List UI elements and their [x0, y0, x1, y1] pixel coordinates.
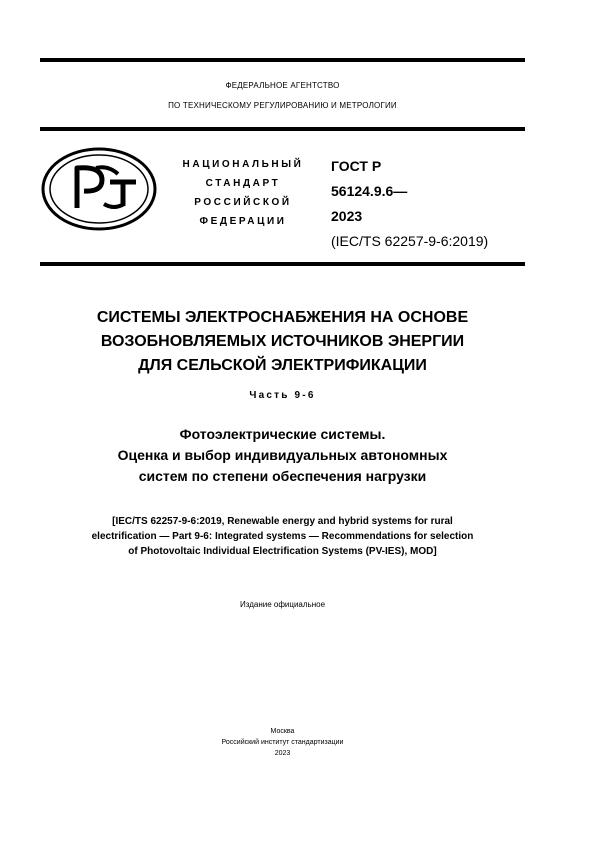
english-title: [40, 514, 525, 559]
agency-name-line2: ПО ТЕХНИЧЕСКОМУ РЕГУЛИРОВАНИЮ И МЕТРОЛОГИИ: [168, 101, 397, 110]
subtitle-line: Оценка и выбор индивидуальных автономных: [117, 447, 448, 463]
imprint-city: Москва: [270, 728, 295, 735]
title-line: ДЛЯ СЕЛЬСКОЙ ЭЛЕКТРИФИКАЦИИ: [138, 357, 427, 374]
imprint: [40, 726, 525, 759]
part-number: Часть 9-6: [249, 390, 316, 401]
national-standard-label: [168, 155, 318, 231]
english-line: [IEC/TS 62257-9-6:2019, Renewable energy and hybrid systems for rural: [112, 516, 453, 527]
iec-reference: (IEC/TS 62257-9-6:2019): [331, 233, 489, 249]
imprint-year: 2023: [274, 750, 291, 757]
national-line: СТАНДАРТ: [205, 178, 281, 189]
english-line: electrification — Part 9-6: Integrated systems — Recommendations for selection: [91, 531, 474, 542]
middle-rule: [40, 127, 525, 131]
subtitle-line: Фотоэлектрические системы.: [179, 426, 386, 442]
document-title: [40, 306, 525, 378]
bottom-rule: [40, 262, 525, 266]
designation-line1: ГОСТ Р: [331, 158, 382, 174]
imprint-publisher: Российский институт стандартизации: [221, 739, 344, 746]
standard-designation: [331, 154, 488, 254]
title-line: СИСТЕМЫ ЭЛЕКТРОСНАБЖЕНИЯ НА ОСНОВЕ: [96, 309, 469, 326]
subtitle-line: систем по степени обеспечения нагрузки: [138, 468, 427, 484]
agency-name-line1: ФЕДЕРАЛЬНОЕ АГЕНТСТВО: [225, 81, 340, 90]
national-line: РОССИЙСКОЙ: [194, 197, 292, 208]
english-line: of Photovoltaic Individual Electrification Systems (PV-IES), MOD]: [128, 546, 437, 557]
national-line: НАЦИОНАЛЬНЫЙ: [182, 159, 304, 170]
top-rule: [40, 58, 525, 62]
designation-line2: 56124.9.6—: [331, 183, 408, 199]
title-line: ВОЗОБНОВЛЯЕМЫХ ИСТОЧНИКОВ ЭНЕРГИИ: [100, 333, 465, 350]
document-subtitle: [40, 424, 525, 487]
edition-label: Издание официальное: [239, 600, 326, 609]
designation-line3: 2023: [331, 208, 363, 224]
national-line: ФЕДЕРАЦИИ: [199, 216, 287, 227]
rst-logo-icon: [40, 146, 158, 232]
